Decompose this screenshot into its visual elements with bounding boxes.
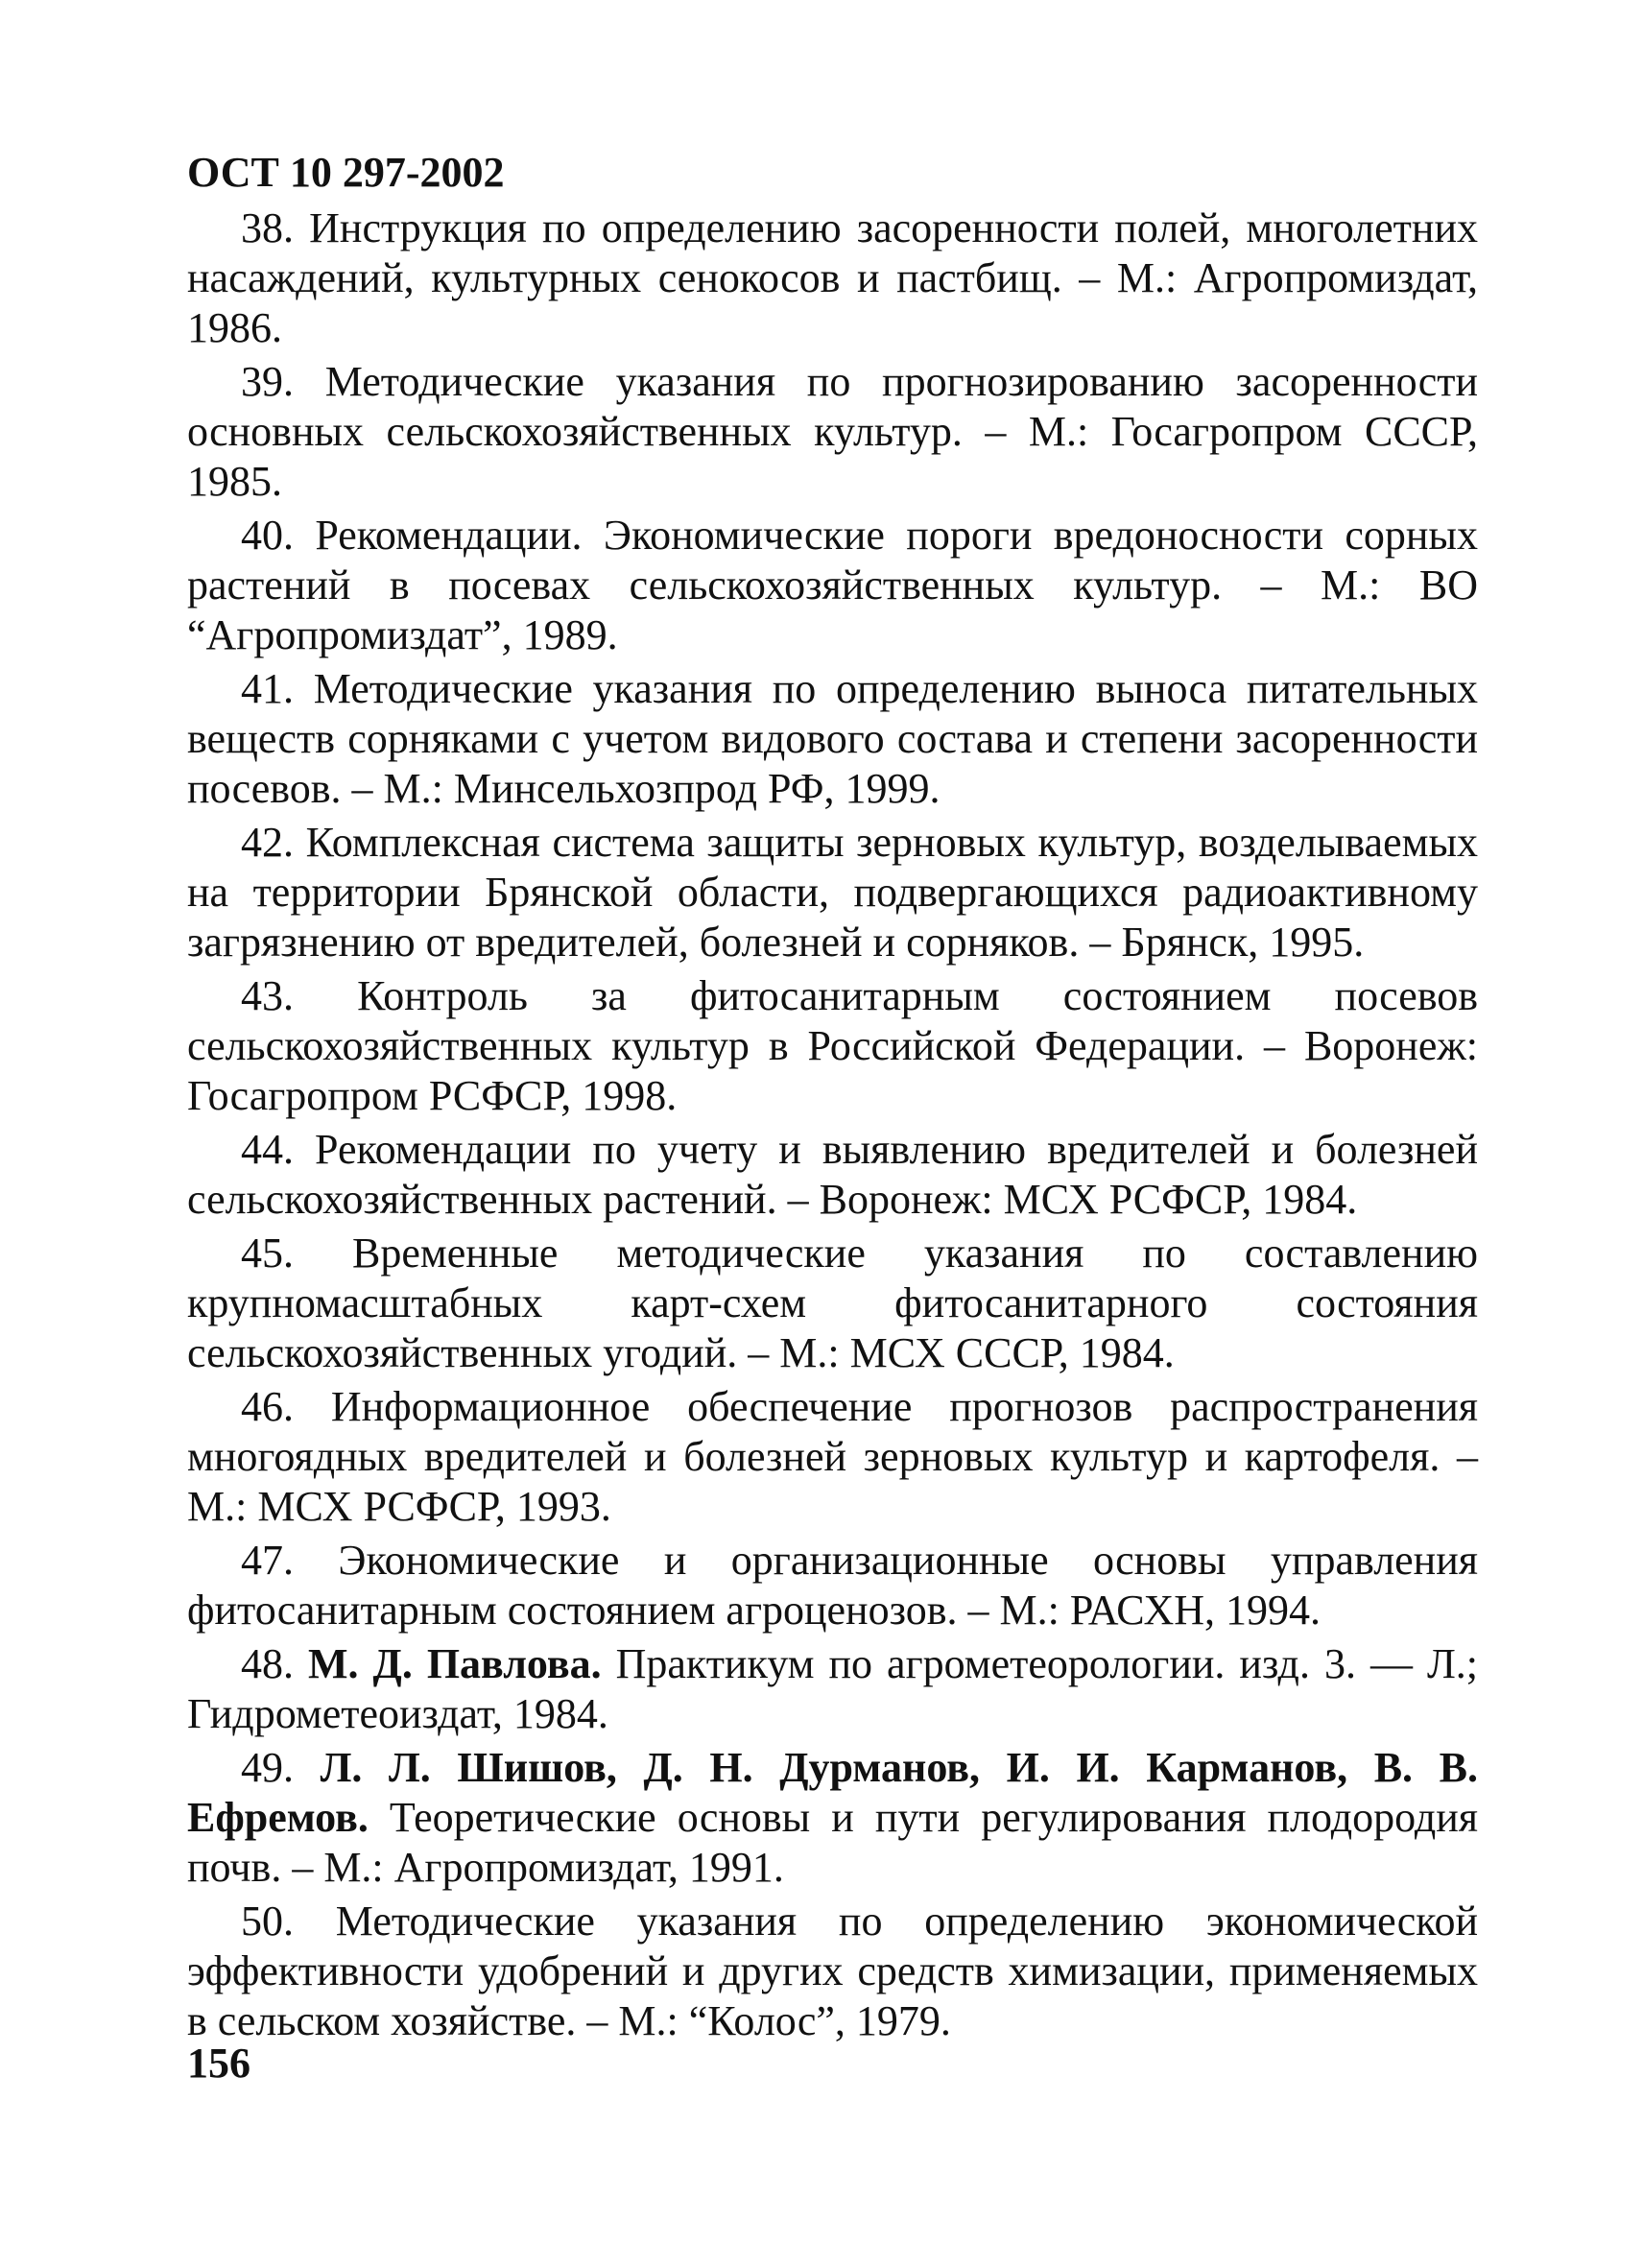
reference-number: 48. <box>241 1640 294 1687</box>
reference-item <box>187 1897 1478 2046</box>
reference-text: Рекомендации по учету и выявлению вредителей и болезней сельскохозяйственных растений. – Воронеж: МСХ РСФСР, 1984. <box>187 1126 1479 1223</box>
document-page <box>187 144 1478 2050</box>
reference-text: Рекомендации. Экономические пороги вредоносности сорных растений в посевах сельскохозяйственных культур. – М.: ВО “Агропромиздат”, 1989. <box>187 512 1478 658</box>
reference-text: Инструкция по определению засоренности полей, многолетних насаждений, культурных сенокосов и пастбищ. – М.: Агропромиздат, 1986. <box>187 204 1478 351</box>
reference-text: Временные методические указания по составлению крупномасштабных карт-схем фитосанитарного состояния сельскохозяйственных угодий. – М.: МСХ СССР, 1984. <box>187 1229 1479 1376</box>
page-number: 156 <box>187 2040 250 2087</box>
document-code: ОСТ 10 297-2002 <box>187 149 505 196</box>
reference-text: Контроль за фитосанитарным состоянием посевов сельскохозяйственных культур в Российской Федерации. – Воронеж: Госагропром РСФСР, 1998. <box>187 972 1479 1119</box>
reference-text: Теоретические основы и пути регулирования плодородия почв. – М.: Агропромиздат, 1991. <box>187 1794 1478 1891</box>
reference-number: 41. <box>241 665 294 712</box>
reference-number: 49. <box>241 1744 294 1791</box>
reference-number: 46. <box>241 1383 294 1430</box>
reference-number: 43. <box>241 972 294 1019</box>
reference-authors: Л. Л. Шишов, Д. Н. Дурманов, И. И. Карманов, В. В. Ефремов. <box>187 1744 1479 1841</box>
reference-number: 42. <box>241 819 294 866</box>
reference-text: Комплексная система защиты зерновых культур, возделываемых на территории Брянской области, подвергающихся радиоактивному загрязнению от вредителей, болезней и сорняков. – Брянск, 1995. <box>187 819 1479 966</box>
reference-item <box>187 1125 1478 1225</box>
reference-item <box>187 203 1478 353</box>
reference-item <box>187 818 1478 967</box>
reference-text: Практикум по агрометеорологии. изд. 3. — Л.; Гидрометеоиздат, 1984. <box>187 1640 1479 1737</box>
reference-authors: М. Д. Павлова. <box>308 1640 602 1687</box>
reference-item <box>187 1229 1478 1378</box>
reference-number: 45. <box>241 1229 294 1277</box>
reference-item <box>187 1382 1478 1532</box>
reference-item <box>187 971 1478 1121</box>
reference-item <box>187 1536 1478 1635</box>
reference-text: Методические указания по определению выноса питательных веществ сорняками с учетом видового состава и степени засоренности посевов. – М.: Минсельхозпрод РФ, 1999. <box>187 665 1479 812</box>
reference-text: Методические указания по прогнозированию засоренности основных сельскохозяйственных культур. – М.: Госагропром СССР, 1985. <box>187 358 1479 505</box>
reference-number: 50. <box>241 1898 294 1945</box>
reference-number: 38. <box>241 204 294 251</box>
reference-number: 40. <box>241 512 294 559</box>
reference-number: 44. <box>241 1126 294 1173</box>
reference-item <box>187 1743 1478 1893</box>
reference-item <box>187 664 1478 814</box>
reference-number: 39. <box>241 358 294 405</box>
reference-item <box>187 1639 1478 1739</box>
reference-item <box>187 511 1478 660</box>
reference-text: Информационное обеспечение прогнозов распространения многоядных вредителей и болезней зерновых культур и картофеля. – М.: МСХ РСФСР, 1993. <box>187 1383 1478 1530</box>
reference-item <box>187 357 1478 507</box>
reference-list <box>187 203 1478 2046</box>
reference-text: Экономические и организационные основы управления фитосанитарным состоянием агроценозов. – М.: РАСХН, 1994. <box>187 1537 1479 1634</box>
reference-text: Методические указания по определению экономической эффективности удобрений и других средств химизации, применяемых в сельском хозяйстве. – М.: “Колос”, 1979. <box>187 1898 1478 2044</box>
reference-number: 47. <box>241 1537 294 1584</box>
